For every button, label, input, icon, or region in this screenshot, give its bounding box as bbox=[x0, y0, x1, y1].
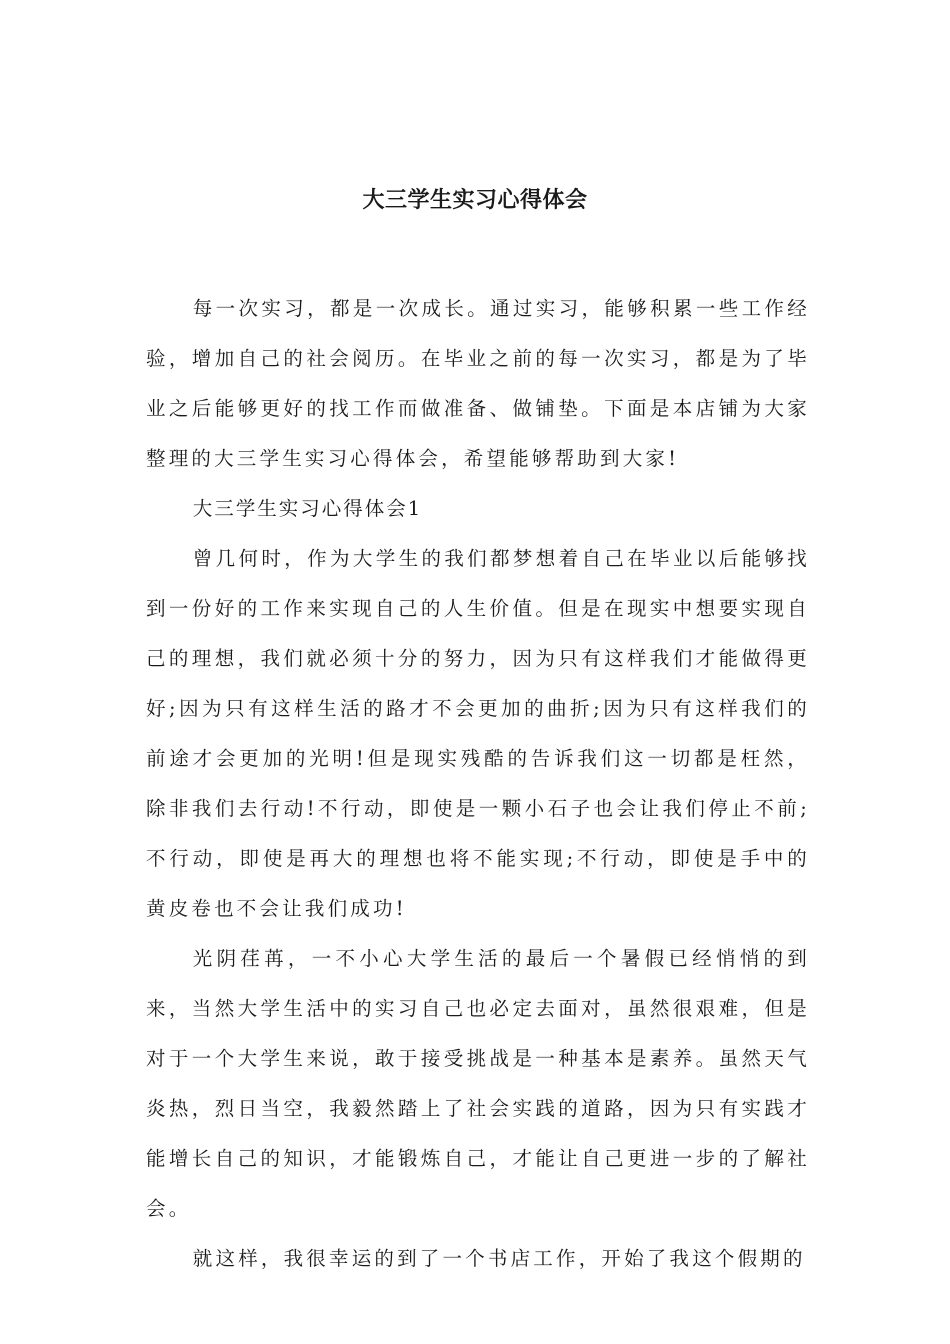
intro-paragraph: 每一次实习，都是一次成长。通过实习，能够积累一些工作经验，增加自己的社会阅历。在毕业之前的每一次实习，都是为了毕业之后能够更好的找工作而做准备、做铺垫。下面是本店铺为大家整理的大三学生实习心得体会，希望能够帮助到大家! bbox=[146, 297, 810, 470]
section-heading: 大三学生实习心得体会1 bbox=[192, 497, 423, 520]
body-paragraph: 光阴荏苒，一不小心大学生活的最后一个暑假已经悄悄的到来，当然大学生活中的实习自己也必定去面对，虽然很艰难，但是对于一个大学生来说，敢于接受挑战是一种基本是素养。虽然天气炎热，烈日当空，我毅然踏上了社会实践的道路，因为只有实践才能增长自己的知识，才能锻炼自己，才能让自己更进一步的了解社会。 bbox=[146, 947, 810, 1220]
document-body bbox=[146, 284, 810, 1284]
body-paragraph: 曾几何时，作为大学生的我们都梦想着自己在毕业以后能够找到一份好的工作来实现自己的人生价值。但是在现实中想要实现自己的理想，我们就必须十分的努力，因为只有这样我们才能做得更好;因为只有这样生活的路才不会更加的曲折;因为只有这样我们的前途才会更加的光明!但是现实残酷的告诉我们这一切都是枉然，除非我们去行动!不行动，即使是一颗小石子也会让我们停止不前;不行动，即使是再大的理想也将不能实现;不行动，即使是手中的黄皮卷也不会让我们成功! bbox=[146, 547, 810, 920]
document-title: 大三学生实习心得体会 bbox=[362, 187, 588, 213]
body-paragraph: 就这样，我很幸运的到了一个书店工作，开始了我这个假期的 bbox=[192, 1247, 806, 1270]
